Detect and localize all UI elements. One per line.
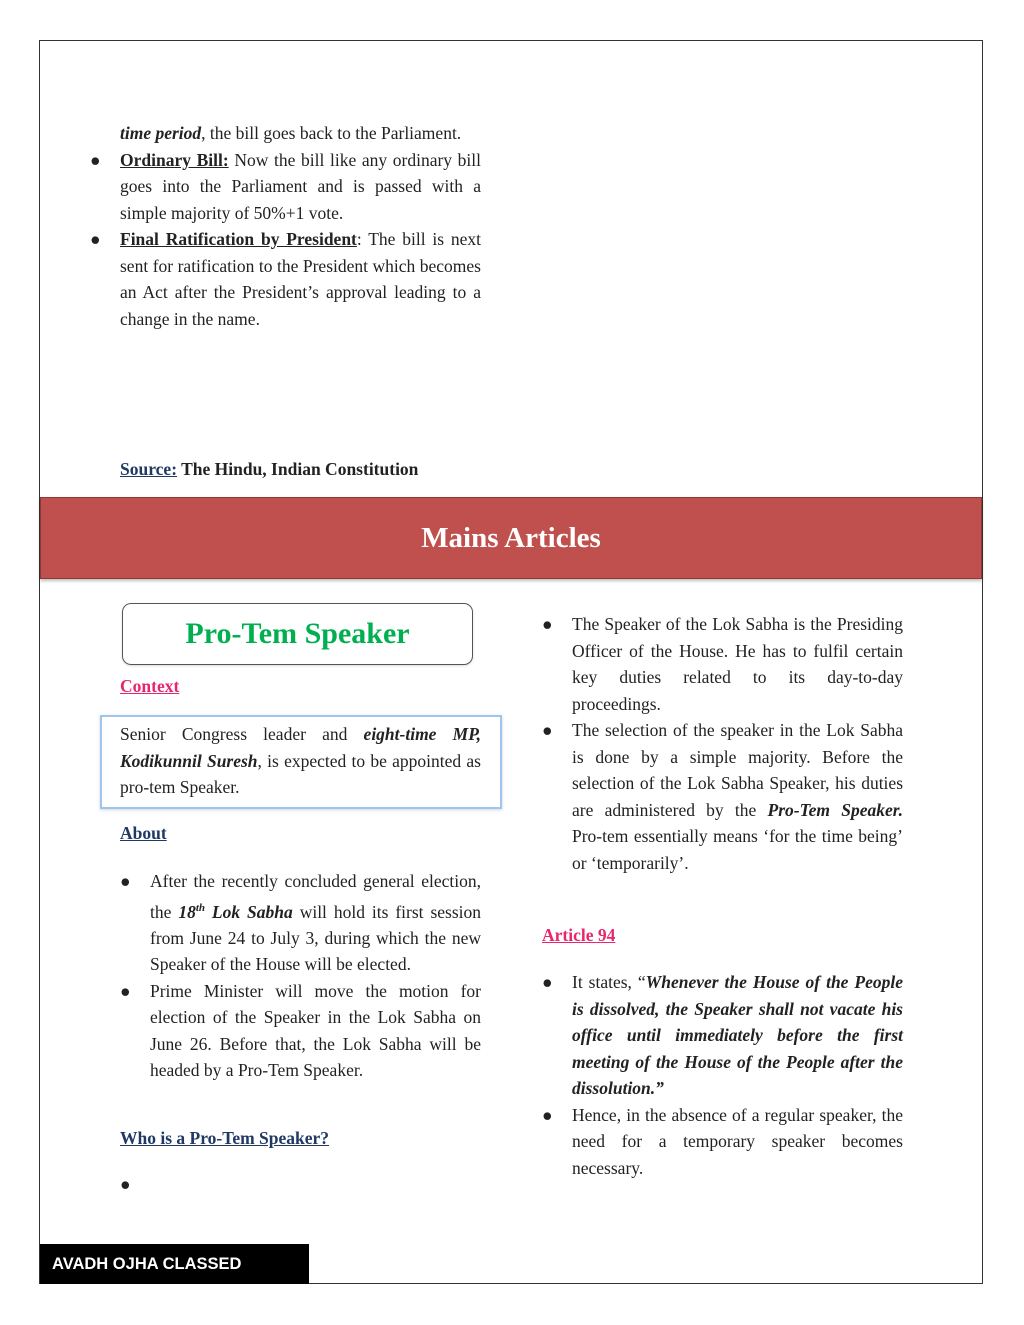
right-bullet-list xyxy=(534,611,903,876)
continued-paragraph: time period, the bill goes back to the Parliament. xyxy=(120,123,462,143)
top-column xyxy=(90,120,482,332)
article-94-heading: Article 94 xyxy=(542,925,616,945)
banner-title: Mains Articles xyxy=(421,521,601,554)
list-item: ● The selection of the speaker in the Lok Sabha is done by a simple majority. Before the selection of the Lok Sabha Speaker, his duties are administered by the Pro-Tem Speaker. Pro-tem essentially means ‘for the time being’ or ‘temporarily’. xyxy=(542,720,903,873)
list-item: ● Final Ratification by President: The bill is next sent for ratification to the President which becomes an Act after the President’s approval leading to a change in the name. xyxy=(90,229,481,329)
article-title: Pro-Tem Speaker xyxy=(185,617,410,650)
context-heading: Context xyxy=(120,676,180,696)
footer-brand: AVADH OJHA CLASSED xyxy=(40,1244,309,1284)
about-bullet-list xyxy=(112,868,481,1084)
list-item: ● Ordinary Bill: Now the bill like any ordinary bill goes into the Parliament and is passed with a simple majority of 50%+1 vote. xyxy=(90,149,482,223)
list-item: ● Hence, in the absence of a regular speaker, the need for a temporary speaker becomes necessary. xyxy=(542,1104,903,1178)
article-bullet-list xyxy=(534,969,903,1181)
empty-bullet: ● xyxy=(120,1174,131,1194)
context-text: Senior Congress leader and eight-time MP, Kodikunnil Suresh, is expected to be appointed as pro-tem Speaker. xyxy=(120,724,481,797)
section-banner xyxy=(40,497,982,579)
list-item: ● Prime Minister will move the motion for election of the Speaker in the Lok Sabha on June 26. Before that, the Lok Sabha will be headed by a Pro-Tem Speaker. xyxy=(120,980,481,1081)
list-item: ● It states, “Whenever the House of the People is dissolved, the Speaker shall not vacate his office until immediately before the first meeting of the House of the People after the dissolution.” xyxy=(542,972,904,1098)
who-heading: Who is a Pro-Tem Speaker? xyxy=(120,1128,330,1148)
list-item: ● After the recently concluded general election, the 18th Lok Sabha will hold its first session from June 24 to July 3, during which the new Speaker of the House will be elected. xyxy=(120,871,482,975)
top-bullet-list xyxy=(82,147,481,333)
source-line: Source: The Hindu, Indian Constitution xyxy=(120,459,419,479)
list-item: ● The Speaker of the Lok Sabha is the Presiding Officer of the House. He has to fulfil certain key duties related to its day-to-day proceedings. xyxy=(542,614,903,714)
about-heading: About xyxy=(120,823,167,843)
article-title-box xyxy=(122,603,473,665)
